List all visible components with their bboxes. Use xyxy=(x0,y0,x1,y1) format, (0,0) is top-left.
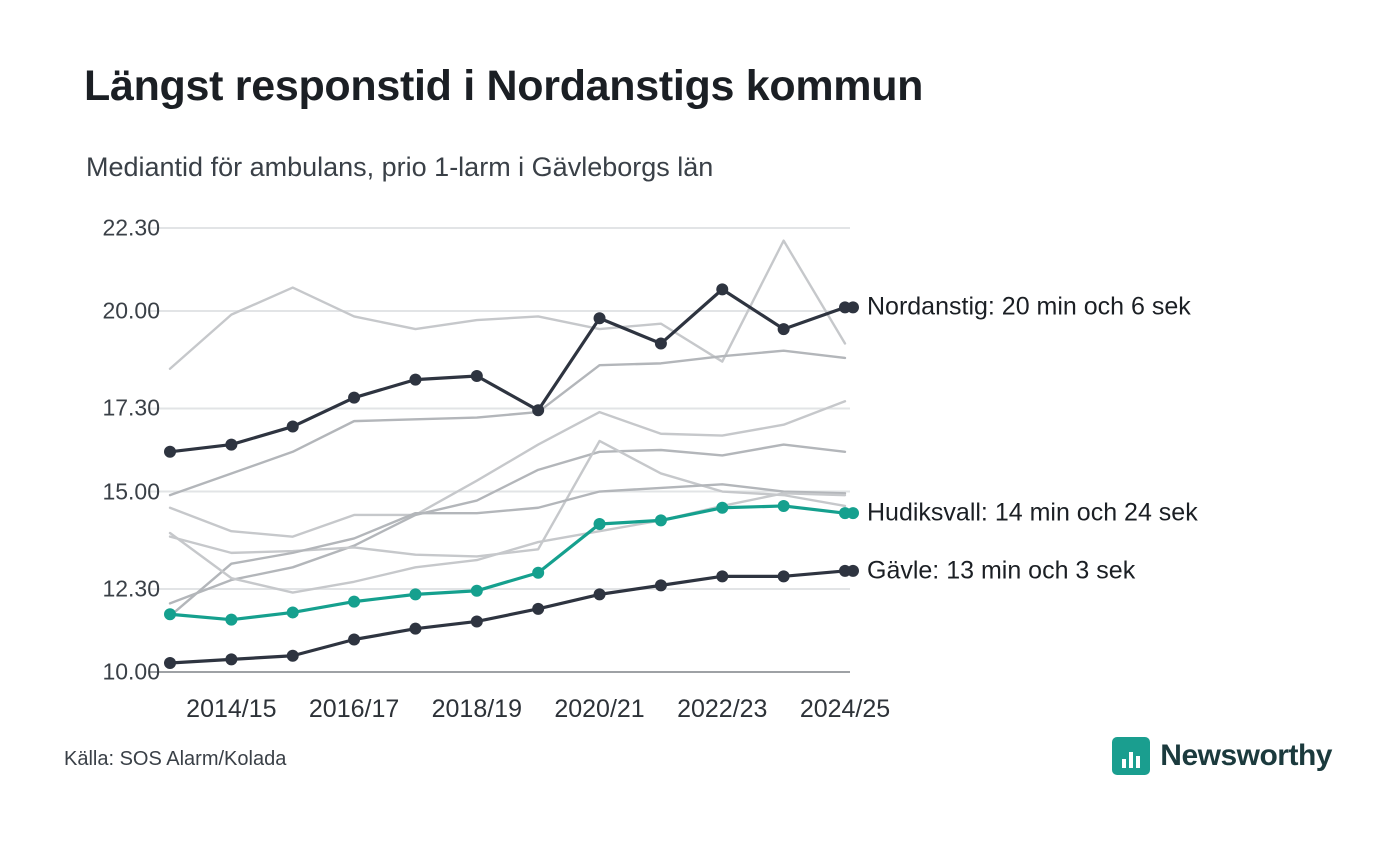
data-point xyxy=(594,312,606,324)
data-point xyxy=(471,585,483,597)
data-point xyxy=(409,374,421,386)
data-point xyxy=(409,588,421,600)
data-point xyxy=(471,615,483,627)
data-point xyxy=(532,567,544,579)
data-point xyxy=(778,500,790,512)
x-axis-tick-label: 2016/17 xyxy=(308,695,400,723)
data-point xyxy=(409,623,421,635)
data-point xyxy=(348,634,360,646)
x-axis-tick-label: 2020/21 xyxy=(554,695,645,723)
data-point xyxy=(348,392,360,404)
data-point xyxy=(287,606,299,618)
logo-text: Newsworthy xyxy=(1160,739,1332,772)
y-axis-tick-label: 22.30 xyxy=(102,214,160,241)
data-point xyxy=(716,283,728,295)
data-point xyxy=(348,596,360,608)
bar-chart-icon xyxy=(1112,737,1150,775)
x-axis-tick-label: 2022/23 xyxy=(677,695,768,723)
y-axis-tick-label: 17.30 xyxy=(102,394,160,421)
data-point xyxy=(778,570,790,582)
data-point xyxy=(655,579,667,591)
series-line xyxy=(170,351,845,495)
series-line xyxy=(170,401,845,536)
source-note: Källa: SOS Alarm/Kolada xyxy=(64,748,287,770)
data-point xyxy=(532,404,544,416)
data-point xyxy=(716,570,728,582)
y-axis-tick-label: 20.00 xyxy=(102,297,160,324)
series-label: Nordanstig: 20 min och 6 sek xyxy=(867,292,1191,321)
series-line xyxy=(170,506,845,620)
data-point xyxy=(594,518,606,530)
x-axis-tick-label: 2014/15 xyxy=(186,695,277,723)
data-point xyxy=(164,657,176,669)
x-axis-tick-label: 2024/25 xyxy=(799,695,891,723)
chart-subtitle: Mediantid för ambulans, prio 1-larm i Gävleborgs län xyxy=(86,152,714,182)
series-line xyxy=(170,289,845,451)
data-point xyxy=(225,614,237,626)
series-label: Hudiksvall: 14 min och 24 sek xyxy=(867,498,1198,527)
data-point xyxy=(778,323,790,335)
y-axis-tick-label: 12.30 xyxy=(102,575,160,602)
data-point xyxy=(164,608,176,620)
newsworthy-logo xyxy=(1112,737,1332,775)
page-title: Längst responstid i Nordanstigs kommun xyxy=(84,62,924,110)
data-point xyxy=(655,514,667,526)
data-point xyxy=(287,650,299,662)
series-line xyxy=(170,445,845,604)
data-point xyxy=(287,421,299,433)
y-axis-tick-label: 15.00 xyxy=(102,478,160,504)
data-point xyxy=(471,370,483,382)
data-point xyxy=(225,653,237,665)
data-point xyxy=(655,338,667,350)
data-point xyxy=(532,603,544,615)
x-axis-tick-label: 2018/19 xyxy=(431,695,522,723)
series-label: Gävle: 13 min och 3 sek xyxy=(867,556,1136,585)
series-line xyxy=(170,571,845,663)
data-point xyxy=(594,588,606,600)
data-point xyxy=(716,502,728,514)
y-axis-tick-label: 10.00 xyxy=(102,658,160,685)
data-point xyxy=(225,439,237,451)
data-point xyxy=(164,446,176,458)
